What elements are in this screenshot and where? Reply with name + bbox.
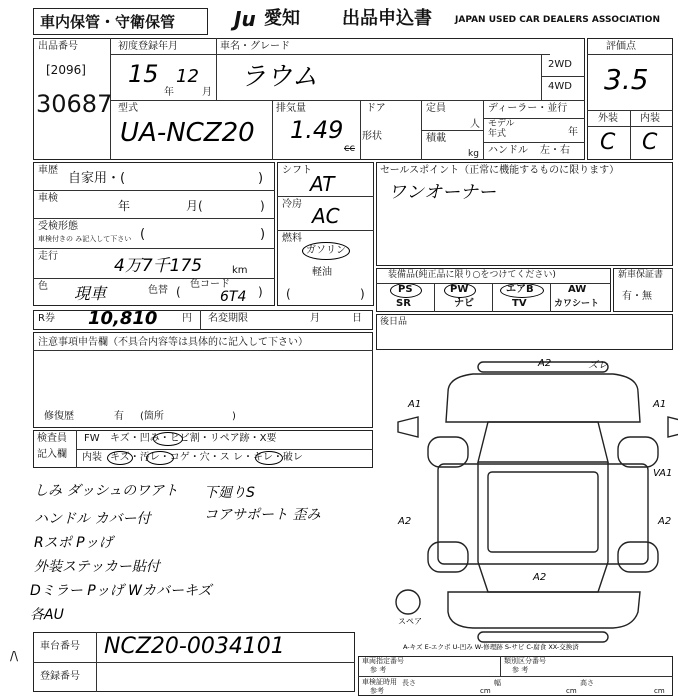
- acceptance-close: ): [260, 227, 266, 242]
- body: [438, 464, 648, 564]
- left-tick: /\: [10, 649, 19, 663]
- recycle-frame: [33, 310, 373, 330]
- fw-dent-circle: [153, 432, 183, 446]
- color-code-value: 6T4: [220, 289, 247, 305]
- aircon-label: 冷房: [282, 199, 302, 210]
- checker-fw-items: キズ・凹み・ヒビ割・リペア跡・X要: [110, 433, 277, 444]
- acceptance-label: 受検形態: [38, 221, 78, 232]
- mark-front-shift: ズレ: [588, 360, 608, 371]
- handle-label: ハンドル: [488, 145, 528, 156]
- lot-number: 30687: [36, 90, 113, 118]
- history-close: ): [258, 171, 264, 186]
- doors-label: ドア: [366, 103, 386, 114]
- name-change-month: 月: [310, 313, 320, 324]
- mark-front-a2: A2: [538, 358, 552, 369]
- lot-label: 出品番号: [38, 41, 78, 52]
- roof: [488, 472, 598, 552]
- hood: [446, 374, 640, 422]
- model-name-label: 車名・グレード: [220, 41, 290, 52]
- type-value: UA-NCZ20: [120, 118, 255, 148]
- type-label: 型式: [118, 103, 138, 114]
- trunk: [448, 592, 640, 628]
- sales-point-frame: [376, 162, 673, 266]
- cert-sub: 参考: [370, 687, 384, 695]
- checker-fw-label: FW: [84, 433, 100, 444]
- height-label: 高さ: [580, 679, 594, 687]
- remarks-label: 注意事項申告欄（不具合内容等は具体的に記入して下さい）: [38, 337, 308, 348]
- registration-year-unit: 年: [164, 87, 174, 98]
- load-label: 積載: [426, 133, 446, 144]
- note-handle: ハンドル カバー付: [34, 511, 151, 527]
- rear-bumper: [478, 632, 608, 642]
- note-mirror: Dミラー Pッげ Wカバーキズ: [30, 583, 212, 599]
- left-mirror: [398, 417, 418, 437]
- displacement-value: 1.49: [290, 116, 344, 144]
- lot-bracket-number: [2096]: [46, 63, 86, 77]
- chassis-label: 車台番号: [40, 641, 80, 652]
- height-cm: cm: [654, 687, 665, 695]
- recycle-label: R券: [38, 313, 55, 324]
- aircon-value: AC: [312, 204, 340, 228]
- history-label: 車歴: [38, 165, 58, 176]
- rear-right-wheel: [618, 542, 658, 572]
- score-int-label: 内装: [640, 113, 660, 124]
- name-change-label: 名変期限: [208, 313, 248, 324]
- int-wear-circle: [255, 451, 283, 465]
- history-value: 自家用・(: [68, 171, 126, 186]
- org-name: 愛知: [264, 8, 300, 29]
- note-under: 下廻りS: [204, 485, 255, 501]
- int-scratch-circle: [107, 451, 133, 465]
- acceptance-sub: 車検付きの み記入して下さい: [38, 235, 132, 243]
- drive-2wd: 2WD: [548, 59, 572, 70]
- recycle-unit: 円: [182, 313, 192, 324]
- capacity-label: 定員: [426, 103, 446, 114]
- color-swap-close: ): [258, 285, 263, 299]
- equip-ps: PS: [398, 284, 413, 295]
- repair-place: (箇所: [140, 411, 164, 422]
- ref-label1: 車両指定番号: [362, 657, 404, 665]
- inspection-label: 車検: [38, 193, 58, 204]
- name-change-day: 日: [352, 313, 362, 324]
- length-label: 長さ: [402, 679, 416, 687]
- mileage-unit: km: [232, 265, 248, 276]
- displacement-label: 排気量: [276, 103, 306, 114]
- checker-interior-label: 内装: [82, 452, 102, 463]
- length-cm: cm: [480, 687, 491, 695]
- color-label: 色: [38, 281, 48, 292]
- mileage-value: 4万7千175: [114, 256, 203, 276]
- inspection-close: ): [260, 199, 265, 213]
- mark-rear-a2: A2: [533, 572, 547, 583]
- warranty-options: 有・無: [622, 291, 652, 302]
- dealer-model-year-label: モデル 年式: [488, 119, 515, 139]
- repair-label: 修復歴: [44, 411, 74, 422]
- recycle-value: 10,810: [88, 308, 158, 329]
- score-label: 評価点: [606, 41, 636, 52]
- doc-title: 出品申込書: [342, 8, 432, 29]
- fuel-label: 燃料: [282, 233, 302, 244]
- repair-close: ): [232, 411, 236, 422]
- rear-items-frame: [376, 314, 673, 350]
- shift-label: シフト: [282, 165, 312, 176]
- ref-label4: 参 考: [512, 666, 529, 674]
- mark-right-va1: VA1: [653, 468, 673, 479]
- registration-month-unit: 月: [202, 87, 212, 98]
- fuel-open: (: [286, 287, 291, 301]
- load-unit: kg: [468, 149, 479, 159]
- color-value: 現車: [74, 284, 107, 303]
- front-left-wheel: [428, 437, 468, 467]
- color-swap-open: (: [176, 285, 181, 299]
- equip-navi: ナビ: [454, 298, 474, 309]
- cert-label: 車検証時用: [362, 678, 397, 686]
- spare-tire: [396, 590, 420, 614]
- rear-left-wheel: [428, 542, 468, 572]
- mark-right-a2: A2: [658, 516, 672, 527]
- note-core-support: コアサポート 歪み: [204, 507, 321, 523]
- mark-left-a1: A1: [408, 399, 422, 410]
- score-ext-label: 外装: [598, 113, 618, 124]
- registration-label: 初度登録年月: [118, 41, 178, 52]
- score-value: 3.5: [604, 63, 649, 96]
- color-swap-label: 色替: [148, 285, 168, 296]
- equip-sr: SR: [396, 298, 411, 309]
- checker-label1: 検査員: [37, 433, 67, 444]
- note-spoiler: Rスポ Pッげ: [34, 535, 113, 551]
- spare-label: スペア: [398, 617, 422, 626]
- ref-label3: 類別区分番号: [504, 657, 546, 665]
- mark-right-a1: A1: [653, 399, 667, 410]
- registration-month: 12: [176, 66, 199, 87]
- shape-label: 形状: [362, 131, 382, 142]
- plate-label: 登録番号: [40, 671, 80, 682]
- displacement-unit: cc: [344, 143, 355, 154]
- windshield: [478, 422, 608, 462]
- width-label: 幅: [494, 679, 501, 687]
- color-code-label: 色コード: [190, 279, 230, 290]
- inspection-year-unit: 年: [118, 199, 131, 213]
- width-cm: cm: [566, 687, 577, 695]
- warranty-label: 新車保証書: [618, 270, 664, 280]
- storage-label: 車内保管・守衛保管: [40, 13, 176, 31]
- sales-point-value: ワンオーナー: [388, 182, 496, 203]
- acceptance-open: (: [140, 227, 146, 242]
- logo-text: Ju: [234, 7, 256, 31]
- equipment-label: 装備品(純正品に限り○をつけてください): [388, 270, 556, 280]
- equip-tv: TV: [512, 298, 527, 309]
- checker-interior-items: キズ・汚レ・コゲ・穴・ス レ・キレ・破レ: [110, 452, 303, 463]
- car-damage-diagram: [378, 352, 678, 652]
- equip-aw: AW: [568, 284, 587, 295]
- right-mirror: [668, 417, 678, 437]
- chassis-value: NCZ20-0034101: [104, 634, 285, 659]
- registration-year: 15: [128, 60, 159, 88]
- drive-4wd: 4WD: [548, 81, 572, 92]
- model-name-value: ラウム: [240, 62, 318, 92]
- fuel-close: ): [360, 287, 365, 301]
- front-right-wheel: [618, 437, 658, 467]
- inspection-month-unit: 月(: [186, 199, 203, 213]
- note-au: 各AU: [30, 607, 64, 623]
- equip-leather: カワシート: [554, 299, 600, 309]
- ref-label2: 参 考: [370, 666, 387, 674]
- english-title: JAPAN USED CAR DEALERS ASSOCIATION: [455, 15, 660, 25]
- score-int-value: C: [642, 130, 658, 155]
- note-sticker: 外装ステッカー貼付: [34, 559, 160, 575]
- repair-value: 有: [114, 411, 124, 422]
- storage-label-box: [33, 8, 208, 35]
- mark-left-a2: A2: [398, 516, 412, 527]
- int-stain-circle: [146, 451, 174, 465]
- dealer-label: ディーラー・並行: [488, 103, 568, 114]
- mileage-label: 走行: [38, 251, 58, 262]
- equip-airbag: エアB: [506, 284, 534, 295]
- rear-items-label: 後日品: [380, 317, 408, 327]
- equip-pw: PW: [450, 284, 469, 295]
- pillars: [478, 462, 608, 562]
- checker-label2: 記入欄: [37, 449, 67, 460]
- capacity-unit: 人: [470, 119, 480, 130]
- damage-legend: A-キズ E-エクボ U-凹み W-修理跡 S-サビ C-腐食 XX-交換済: [403, 643, 579, 651]
- score-ext-value: C: [600, 130, 616, 155]
- fuel-diesel: 軽油: [312, 267, 332, 278]
- shift-value: AT: [310, 172, 335, 196]
- dealer-year-unit: 年: [568, 127, 578, 138]
- handle-options: 左・右: [540, 145, 570, 156]
- sales-point-label: セールスポイント（正常に機能するものに限ります）: [380, 165, 620, 176]
- fuel-gasoline: ガソリン: [306, 245, 346, 256]
- note-stain: しみ ダッシュのワアト: [34, 483, 179, 499]
